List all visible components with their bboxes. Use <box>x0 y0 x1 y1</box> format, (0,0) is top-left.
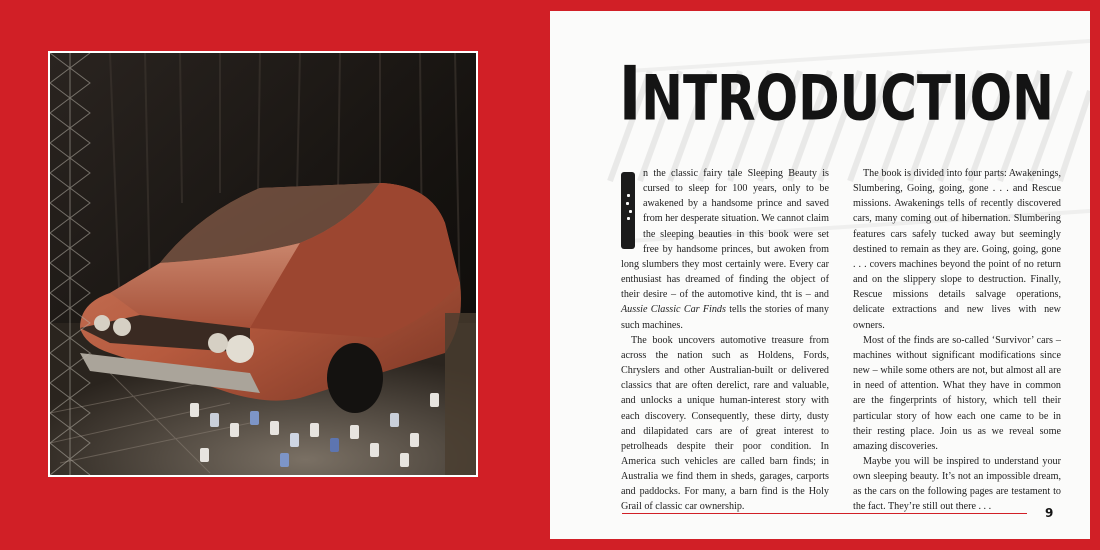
page-title <box>618 50 1054 139</box>
page-title-initial: I <box>618 50 642 139</box>
book-title-italic: Aussie Classic Car Finds <box>621 304 726 316</box>
paragraph: Maybe you will be inspired to understand your own sleeping beauty. It’s not an impossible dream, as the cars on the following pages are testament to the fact. They’re still out there . . . <box>853 455 1061 513</box>
page-number: 9 <box>1045 506 1054 520</box>
photo-frame <box>48 51 478 477</box>
paragraph: Most of the finds are so-called ‘Survivor’ cars – machines without significant modifications since new – while some others are not, but almost all are in need of attention. What they have in common are the fingerprints of history, which tell their particular story of how each one came to be in their resting place. Join us as we reveal some amazing discoveries. <box>853 334 1061 452</box>
drop-cap <box>621 172 635 249</box>
paragraph-text: tells the stories of many such machines. <box>621 304 829 331</box>
paragraph: The book is divided into four parts: Awakenings, Slumbering, Going, going, gone . . . and Rescue missions. Awakenings tells of recently discovered cars, many coming out of hibernation. Slumbering features cars safely tucked away but seemingly destined to remain as they are. Going, going, gone . . . covers machines beyond the point of no return and on the slippery slope to destruction. Finally, Rescue missions details salvage operations, delicate extractions and new lives with new owners. <box>853 168 1061 331</box>
barn-find-car-photo <box>50 53 476 475</box>
text-column-left <box>621 166 829 515</box>
footer-rule <box>622 513 1027 514</box>
paragraph: The book uncovers automotive treasure from across the nation such as Holdens, Fords, Chryslers and other Australian-built or delivered classics that are often derelict, rare and valuable, and unlocks a unique human-interest story with each discovery. Consequently, these dirty, dusty and dilapidated cars are of great interest to petrolheads despite their poor condition. In America such vehicles are called barn finds; in Australia we find them in sheds, garages, carports and paddocks. For many, a barn find is the Holy Grail of classic car ownership. <box>621 334 829 513</box>
right-page <box>550 11 1090 539</box>
left-page <box>0 0 548 550</box>
paragraph-intro <box>621 166 829 333</box>
paragraph-text: n the classic fairy tale Sleeping Beauty is cursed to sleep for 100 years, only to be awakened by a handsome prince and saved from her desperate situation. We cannot claim the sleeping beauties in this book were set free by handsome princes, but awoken from long slumbers they most certainly were. Every car enthusiast has dreamed of finding the object of their desire – of the automotive kind, tht is – and <box>621 168 829 301</box>
text-column-right <box>853 166 1061 515</box>
page-title-rest: NTRODUCTION <box>641 62 1054 135</box>
